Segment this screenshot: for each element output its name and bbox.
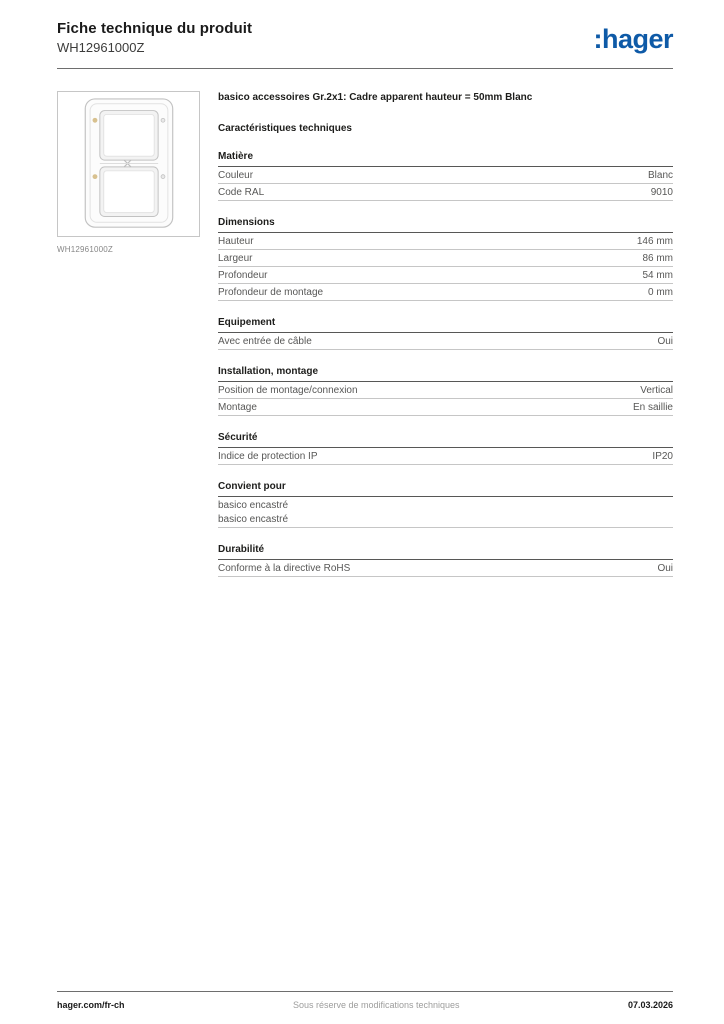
product-code: WH12961000Z [57, 40, 145, 55]
specs-column [218, 91, 673, 593]
product-frame-illustration [60, 94, 197, 234]
page-title: Fiche technique du produit [57, 20, 253, 37]
header [0, 0, 724, 55]
footer [57, 991, 673, 1010]
spec-row [218, 511, 673, 528]
header-divider [57, 68, 673, 69]
spec-label: Conforme à la directive RoHS [218, 563, 351, 574]
spec-label: Largeur [218, 253, 253, 264]
section-title: Dimensions [218, 217, 673, 233]
spec-value: En saillie [632, 402, 673, 413]
product-title: basico accessoires Gr.2x1: Cadre apparent hauteur = 50mm Blanc [218, 92, 533, 103]
spec-row [218, 497, 673, 511]
spec-sections [218, 151, 673, 577]
product-image-column [57, 91, 200, 593]
spec-label: basico encastré [218, 500, 289, 511]
spec-row [218, 399, 673, 416]
section-title: Equipement [218, 317, 673, 333]
spec-row [218, 284, 673, 301]
product-image-caption: WH12961000Z [57, 245, 114, 254]
spec-value: Vertical [640, 385, 673, 396]
spec-label: Indice de protection IP [218, 451, 318, 462]
main-content [57, 91, 673, 593]
spec-label: Profondeur [218, 270, 268, 281]
section-title: Durabilité [218, 544, 673, 560]
spec-row [218, 333, 673, 350]
spec-section [218, 544, 673, 577]
spec-value: 0 mm [648, 287, 673, 298]
spec-row [218, 233, 673, 250]
spec-label: Code RAL [218, 187, 265, 198]
spec-section [218, 217, 673, 301]
spec-label: basico encastré [218, 514, 289, 525]
spec-value: Blanc [647, 170, 673, 181]
spec-section [218, 317, 673, 350]
spec-section [218, 366, 673, 416]
spec-value: Oui [657, 563, 673, 574]
footer-website-link[interactable]: hager.com/fr-ch [57, 1000, 125, 1010]
specs-heading: Caractéristiques techniques [218, 123, 352, 134]
spec-value: 86 mm [642, 253, 673, 264]
spec-section [218, 481, 673, 528]
spec-value: 146 mm [636, 236, 673, 247]
spec-value: Oui [657, 336, 673, 347]
footer-disclaimer: Sous réserve de modifications techniques [292, 1000, 460, 1010]
spec-row [218, 267, 673, 284]
spec-label: Hauteur [218, 236, 254, 247]
section-title: Installation, montage [218, 366, 673, 382]
spec-value: 54 mm [642, 270, 673, 281]
spec-row [218, 250, 673, 267]
spec-label: Montage [218, 402, 257, 413]
spec-row [218, 560, 673, 577]
product-image-box [57, 91, 200, 237]
spec-value: 9010 [650, 187, 673, 198]
spec-label: Profondeur de montage [218, 287, 324, 298]
spec-row [218, 448, 673, 465]
footer-row [57, 992, 673, 1010]
section-title: Sécurité [218, 432, 673, 448]
spec-label: Couleur [218, 170, 254, 181]
spec-label: Avec entrée de câble [218, 336, 312, 347]
section-title: Matière [218, 151, 673, 167]
spec-section [218, 432, 673, 465]
section-title: Convient pour [218, 481, 673, 497]
spec-label: Position de montage/connexion [218, 385, 358, 396]
spec-row [218, 184, 673, 201]
spec-value: IP20 [652, 451, 673, 462]
header-text-block [57, 20, 252, 55]
footer-date: 07.03.2026 [627, 1000, 673, 1010]
spec-row [218, 167, 673, 184]
spec-row [218, 382, 673, 399]
hager-logo: :hager [593, 24, 673, 54]
spec-section [218, 151, 673, 201]
